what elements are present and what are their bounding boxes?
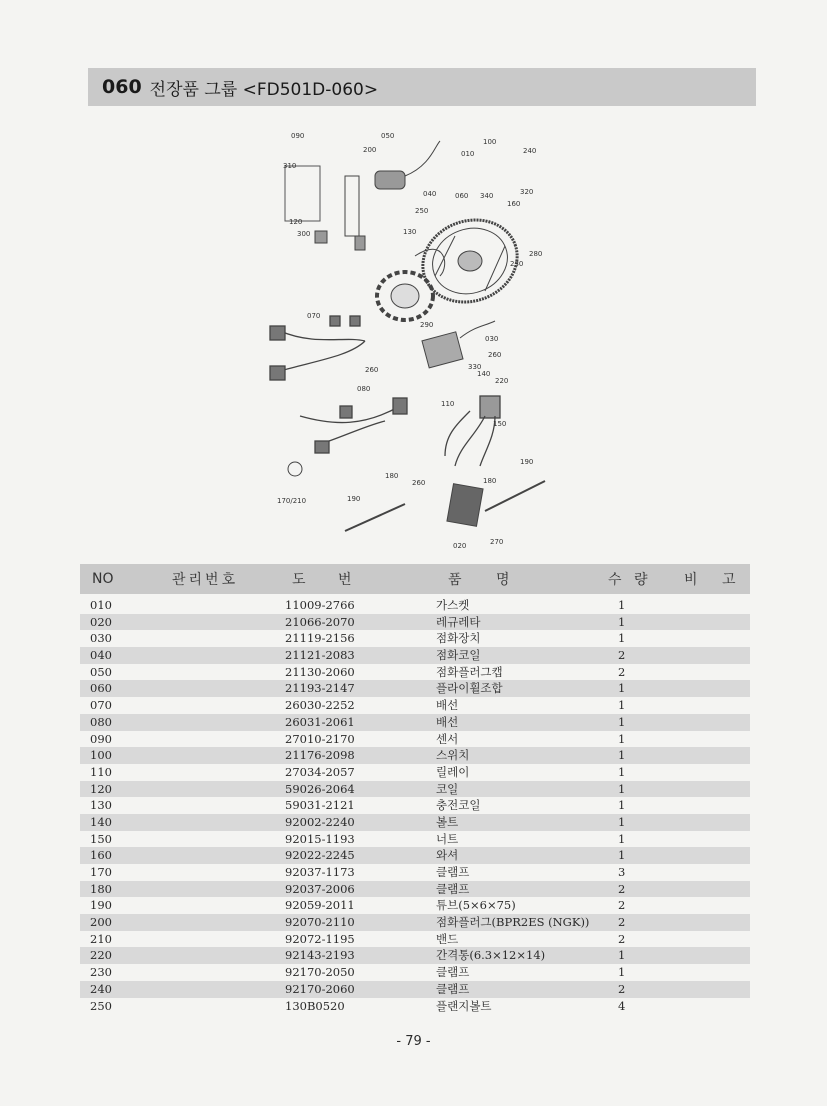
row-part-name: 클램프: [436, 881, 470, 896]
section-header: [88, 68, 756, 106]
row-quantity: 2: [618, 664, 626, 679]
row-no: 200: [90, 915, 112, 930]
callout-030: 030: [485, 335, 499, 343]
row-no: 120: [90, 781, 112, 796]
row-no: 080: [90, 714, 112, 729]
row-part-name: 센서: [436, 731, 459, 746]
row-part-name: 클램프: [436, 965, 470, 980]
row-part-name: 와셔: [436, 848, 459, 863]
table-row: [80, 664, 750, 681]
row-quantity: 2: [618, 981, 626, 996]
table-row: [80, 731, 750, 748]
callout-300: 300: [297, 230, 311, 238]
callout-080: 080: [357, 385, 371, 393]
row-part-name: 배선: [436, 698, 459, 713]
row-quantity: 1: [618, 731, 626, 746]
row-no: 180: [90, 881, 112, 896]
row-quantity: 3: [618, 865, 626, 879]
table-row: [80, 947, 750, 964]
row-no: 230: [90, 965, 112, 980]
table-row: [80, 597, 750, 614]
table-row: [80, 814, 750, 831]
group-title: 전장품 그룹 <FD501D-060>: [149, 79, 379, 100]
callout-labels: [277, 132, 542, 550]
row-part-name: 간격통(6.3×12×14): [436, 948, 546, 963]
row-no: 190: [90, 898, 112, 913]
callout-170-210: 170/210: [277, 497, 307, 505]
parts-table: [80, 564, 750, 1014]
row-part-name: 스위치: [436, 748, 470, 763]
table-row: [80, 797, 750, 814]
header-qty: 수 량: [608, 572, 648, 588]
callout-180b: 180: [483, 477, 497, 485]
table-row: [80, 881, 750, 898]
row-part-name: 레규레타: [436, 614, 481, 629]
callout-320: 320: [520, 188, 534, 196]
row-part-number: 21121-2083: [285, 648, 355, 663]
callout-100: 100: [483, 138, 497, 146]
tubes-drawing: [288, 462, 545, 531]
table-row: [80, 647, 750, 664]
callout-040: 040: [423, 190, 437, 198]
row-quantity: 1: [618, 814, 626, 829]
table-row: [80, 931, 750, 948]
callout-060: 060: [455, 192, 469, 200]
row-part-name: 배선: [436, 714, 459, 729]
row-part-number: 92070-2110: [285, 915, 355, 930]
callout-070: 070: [307, 312, 321, 320]
row-no: 010: [90, 598, 112, 612]
callout-050: 050: [381, 132, 395, 140]
callout-270: 270: [490, 538, 504, 546]
row-part-name: 충전코일: [436, 798, 481, 813]
harness-080-drawing: [300, 398, 407, 453]
callout-310: 310: [283, 162, 297, 170]
exploded-parts-diagram: [255, 126, 565, 556]
row-quantity: 1: [618, 614, 626, 629]
table-row: [80, 964, 750, 981]
table-row: [80, 781, 750, 798]
row-no: 250: [90, 998, 112, 1013]
row-no: 030: [90, 631, 112, 646]
page-number: - 79 -: [396, 1034, 431, 1049]
row-part-name: 점화플러그(BPR2ES (NGK)): [436, 915, 590, 930]
row-no: 160: [90, 848, 112, 863]
row-part-number: 92170-2050: [285, 965, 355, 980]
row-quantity: 1: [618, 965, 626, 980]
row-part-name: 너트: [436, 831, 459, 846]
table-body: [80, 594, 750, 1014]
table-row: [80, 614, 750, 631]
callout-180: 180: [385, 472, 399, 480]
callout-150: 150: [493, 420, 507, 428]
row-part-name: 플라이휠조합: [436, 681, 503, 696]
callout-010: 010: [461, 150, 475, 158]
header-no: NO: [92, 571, 114, 587]
row-no: 140: [90, 814, 112, 829]
row-part-name: 튜브(5×6×75): [436, 898, 516, 913]
row-quantity: 2: [618, 931, 626, 946]
callout-190b: 190: [347, 495, 361, 503]
row-part-number: 59026-2064: [285, 781, 355, 796]
header-remark: 비 고: [684, 572, 736, 588]
row-no: 240: [90, 981, 112, 996]
harness-070-drawing: [270, 316, 365, 380]
callout-240: 240: [523, 147, 537, 155]
row-quantity: 4: [618, 998, 626, 1013]
callout-110: 110: [441, 400, 455, 408]
row-part-name: 볼트: [436, 814, 459, 829]
row-part-name: 플랜지볼트: [436, 998, 492, 1013]
callout-340: 340: [480, 192, 494, 200]
callout-190: 190: [520, 458, 534, 466]
row-part-number: 11009-2766: [285, 598, 355, 612]
row-no: 060: [90, 681, 112, 696]
row-part-number: 130B0520: [285, 998, 345, 1013]
row-no: 020: [90, 614, 112, 629]
callout-290: 290: [420, 321, 434, 329]
row-quantity: 1: [618, 748, 626, 763]
table-row: [80, 697, 750, 714]
row-no: 220: [90, 948, 112, 963]
callout-230: 230: [510, 260, 524, 268]
row-part-number: 92059-2011: [285, 898, 355, 913]
row-part-number: 27010-2170: [285, 731, 355, 746]
row-part-name: 코일: [436, 781, 459, 796]
table-row: [80, 981, 750, 998]
row-no: 110: [90, 764, 112, 779]
table-row: [80, 747, 750, 764]
row-quantity: 1: [618, 831, 626, 846]
callout-220: 220: [495, 377, 509, 385]
row-quantity: 1: [618, 764, 626, 779]
row-part-number: 92037-1173: [285, 865, 355, 879]
row-part-number: 92022-2245: [285, 848, 355, 863]
callout-260b: 260: [365, 366, 379, 374]
row-quantity: 1: [618, 598, 626, 612]
row-quantity: 2: [618, 881, 626, 896]
table-row: [80, 714, 750, 731]
stator-coil-drawing: [377, 249, 445, 320]
header-name: 품 명: [448, 572, 510, 588]
row-quantity: 1: [618, 714, 626, 729]
row-quantity: 1: [618, 948, 626, 963]
table-header: [80, 564, 750, 594]
header-drawing: 도 번: [292, 572, 352, 588]
row-no: 070: [90, 698, 112, 713]
row-part-number: 27034-2057: [285, 764, 355, 779]
row-quantity: 1: [618, 781, 626, 796]
row-part-number: 26030-2252: [285, 698, 355, 713]
callout-140: 140: [477, 370, 491, 378]
row-part-name: 가스켓: [436, 598, 470, 612]
header-mgmt: 관리번호: [172, 572, 239, 588]
row-part-number: 92143-2193: [285, 948, 355, 963]
row-quantity: 2: [618, 648, 626, 663]
table-row: [80, 998, 750, 1015]
callout-330: 330: [468, 363, 482, 371]
callout-160: 160: [507, 200, 521, 208]
row-part-name: 점화장치: [436, 631, 481, 646]
table-row: [80, 914, 750, 931]
row-part-number: 21130-2060: [285, 664, 355, 679]
row-quantity: 2: [618, 898, 626, 913]
row-part-number: 21193-2147: [285, 681, 355, 696]
row-part-name: 클램프: [436, 865, 470, 879]
callout-120: 120: [289, 218, 303, 226]
row-part-number: 21066-2070: [285, 614, 355, 629]
table-row: [80, 847, 750, 864]
row-no: 210: [90, 931, 112, 946]
row-no: 100: [90, 748, 112, 763]
row-no: 170: [90, 865, 112, 879]
callout-200: 200: [363, 146, 377, 154]
row-part-number: 59031-2121: [285, 798, 355, 813]
row-no: 040: [90, 648, 112, 663]
callout-130: 130: [403, 228, 417, 236]
row-part-number: 92037-2006: [285, 881, 355, 896]
row-part-name: 클램프: [436, 981, 470, 996]
callout-260: 260: [488, 351, 502, 359]
callout-250: 250: [415, 207, 429, 215]
table-row: [80, 831, 750, 848]
row-part-name: 밴드: [436, 931, 459, 946]
row-quantity: 2: [618, 915, 626, 930]
row-no: 050: [90, 664, 112, 679]
callout-260c: 260: [412, 479, 426, 487]
callout-020: 020: [453, 542, 467, 550]
row-no: 090: [90, 731, 112, 746]
row-part-number: 92015-1193: [285, 831, 355, 846]
row-part-number: 21119-2156: [285, 631, 355, 646]
row-no: 130: [90, 798, 112, 813]
row-part-number: 92002-2240: [285, 814, 355, 829]
row-quantity: 1: [618, 848, 626, 863]
row-part-name: 점화플러그캡: [436, 664, 503, 679]
regulator-020-drawing: [447, 484, 483, 527]
table-row: [80, 864, 750, 881]
row-no: 150: [90, 831, 112, 846]
group-number: 060: [102, 76, 142, 98]
row-part-number: 92170-2060: [285, 981, 355, 996]
row-quantity: 1: [618, 798, 626, 813]
row-quantity: 1: [618, 631, 626, 646]
row-part-number: 92072-1195: [285, 931, 355, 946]
callout-090: 090: [291, 132, 305, 140]
row-quantity: 1: [618, 681, 626, 696]
table-row: [80, 897, 750, 914]
row-part-number: 21176-2098: [285, 748, 355, 763]
row-quantity: 1: [618, 698, 626, 713]
row-part-name: 점화코일: [436, 648, 481, 663]
callout-280: 280: [529, 250, 543, 258]
table-row: [80, 630, 750, 647]
table-row: [80, 680, 750, 697]
row-part-name: 릴레이: [436, 764, 470, 779]
row-part-number: 26031-2061: [285, 714, 355, 729]
table-row: [80, 764, 750, 781]
